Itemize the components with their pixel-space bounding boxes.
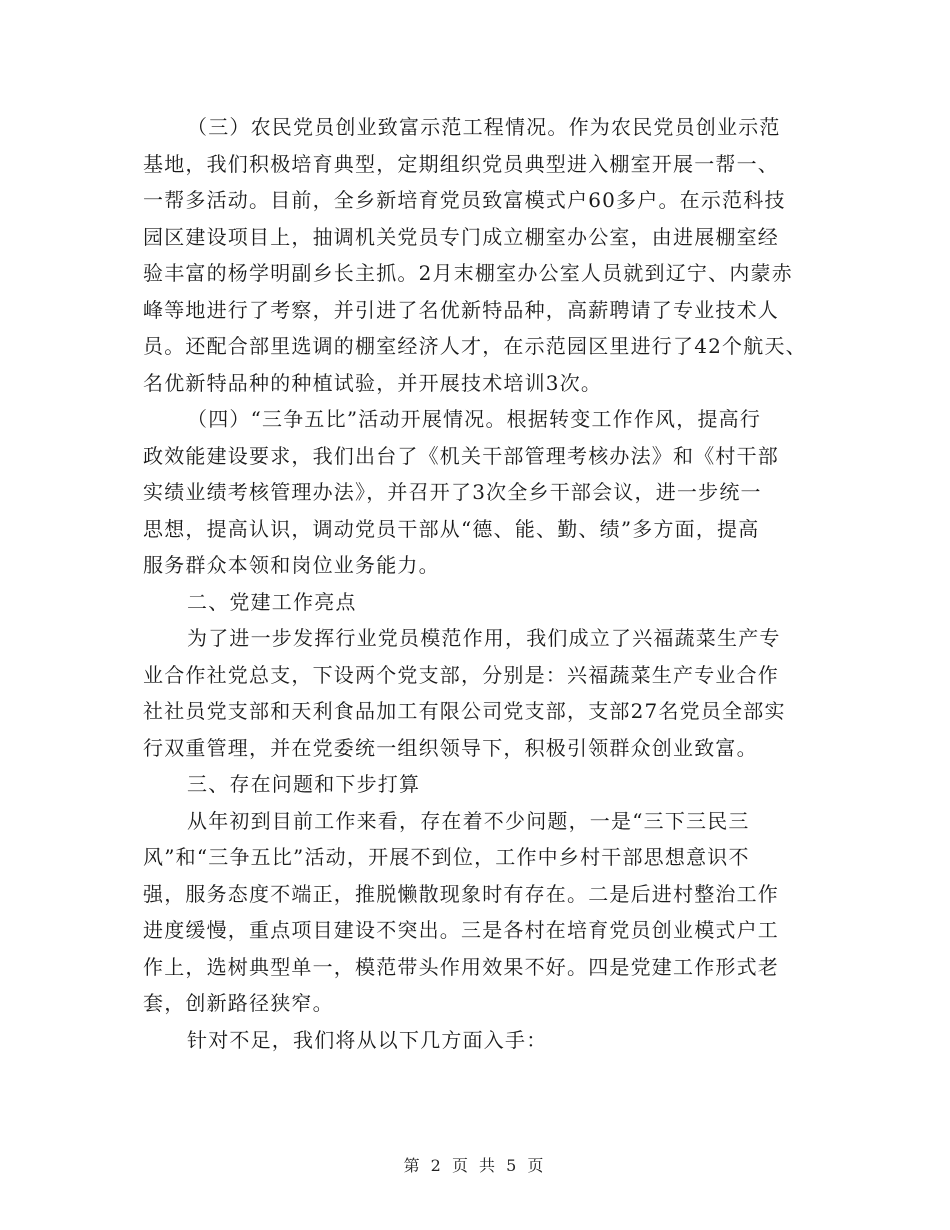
paragraph-three-compete-five-compare [143,401,813,584]
text-line: 基地，我们积极培育典型，定期组织党员典型进入棚室开展一帮一、 [143,151,779,176]
text-line: 名优新特品种的种植试验，并开展技术培训3次。 [143,370,603,395]
text-line: 验丰富的杨学明副乡长主抓。2月末棚室办公室人员就到辽宁、内蒙赤 [143,261,793,285]
paragraph-farmer-demo-project [143,109,813,401]
text-line: （四）“三争五比”活动开展情况。根据转变工作作风，提高行 [187,407,762,431]
paragraph-highlights [143,620,813,766]
section-heading-problems [143,766,813,803]
text-line: 实绩业绩考核管理办法》，并召开了3次全乡干部会议，进一步统一 [143,480,762,504]
text-line: 峰等地进行了考察，并引进了名优新特品种，高薪聘请了专业技术人 [143,297,779,322]
text-line: 进度缓慢，重点项目建设不突出。三是各村在培育党员创业模式户工 [143,918,779,942]
text-line: 强，服务态度不端正，推脱懒散现象时有存在。二是后进村整治工作 [143,881,779,906]
text-line: 三、存在问题和下步打算 [187,772,421,796]
text-line: 政效能建设要求，我们出台了《机关干部管理考核办法》和《村干部 [143,443,779,468]
text-line: 行双重管理，并在党委统一组织领导下，积极引领群众创业致富。 [143,735,758,760]
text-line: 风”和“三争五比”活动，开展不到位，工作中乡村干部思想意识不 [143,845,750,869]
text-line: 从年初到目前工作来看，存在着不少问题，一是“三下三民三 [187,808,750,833]
text-line: 员。还配合部里选调的棚室经济人才，在示范园区里进行了42个航天、 [143,334,807,358]
paragraph-problems [143,803,813,1022]
paragraph-next-steps [143,1022,813,1059]
document-body [143,109,813,1058]
page-number-footer: 第 2 页 共 5 页 [403,1156,547,1175]
text-line: 为了进一步发挥行业党员模范作用，我们成立了兴福蔬菜生产专 [187,626,781,650]
text-line: （三）农民党员创业致富示范工程情况。作为农民党员创业示范 [187,115,781,139]
text-line: 思想，提高认识，调动党员干部从“德、能、勤、绩”多方面，提高 [143,516,760,541]
text-line: 套，创新路径狭窄。 [143,991,334,1015]
text-line: 二、党建工作亮点 [187,589,357,614]
text-line: 服务群众本领和岗位业务能力。 [143,553,440,577]
text-line: 针对不足，我们将从以下几方面入手： [187,1027,548,1052]
section-heading-highlights [143,584,813,621]
text-line: 园区建设项目上，抽调机关党员专门成立棚室办公室，由进展棚室经 [143,224,779,249]
text-line: 社社员党支部和天利食品加工有限公司党支部，支部27名党员全部实 [143,699,786,723]
text-line: 一帮多活动。目前，全乡新培育党员致富模式户60多户。在示范科技 [143,188,786,212]
text-line: 业合作社党总支，下设两个党支部，分别是：兴福蔬菜生产专业合作 [143,662,779,687]
text-line: 作上，选树典型单一，模范带头作用效果不好。四是党建工作形式老 [143,954,779,979]
